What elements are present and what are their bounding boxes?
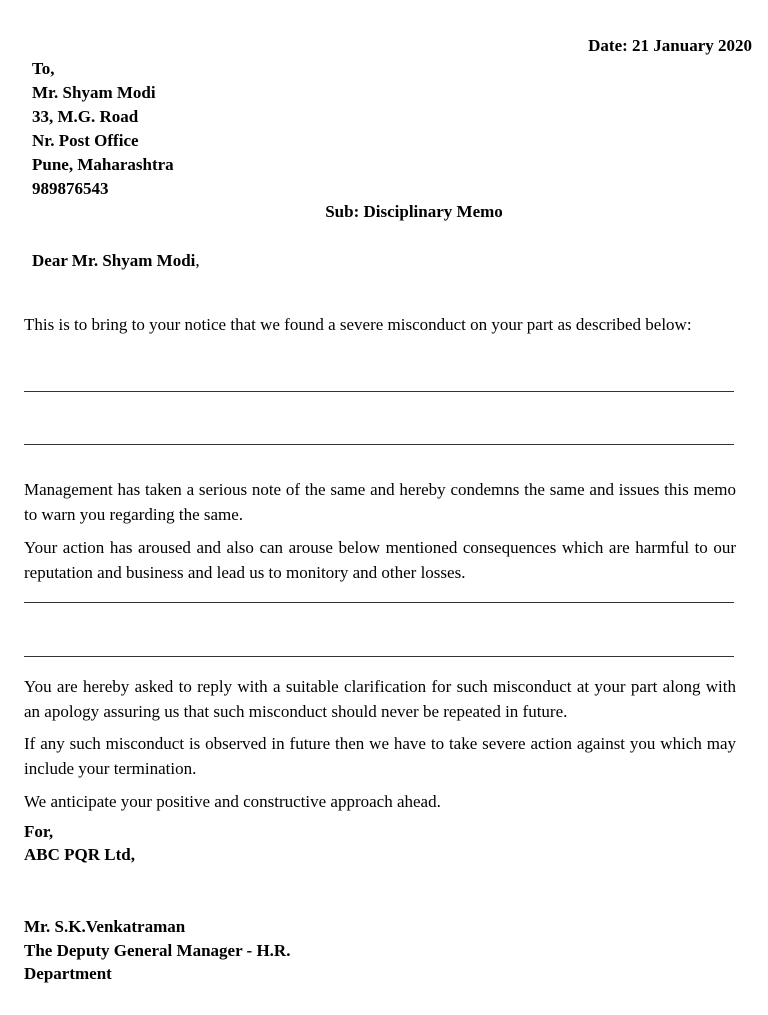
blank-fill-line: [24, 602, 734, 603]
body-paragraph-notice: This is to bring to your notice that we found a severe misconduct on your part as described below:: [24, 315, 692, 334]
recipient-address-line-2: Nr. Post Office: [32, 131, 139, 150]
memo-subject: Sub: Disciplinary Memo: [325, 202, 503, 221]
signatory-title: The Deputy General Manager - H.R.: [24, 941, 291, 960]
blank-fill-line: [24, 656, 734, 657]
signatory-department: Department: [24, 964, 112, 983]
recipient-address-line-1: 33, M.G. Road: [32, 107, 139, 126]
to-label: To,: [32, 59, 55, 78]
recipient-phone: 989876543: [32, 179, 109, 198]
blank-fill-line: [24, 391, 734, 392]
body-paragraph-warning: If any such misconduct is observed in future then we have to take severe action against you which may include your termination.: [24, 734, 736, 778]
recipient-name: Mr. Shyam Modi: [32, 83, 156, 102]
recipient-city: Pune, Maharashtra: [32, 155, 174, 174]
signatory-name: Mr. S.K.Venkatraman: [24, 917, 186, 936]
body-paragraph-anticipate: We anticipate your positive and constructive approach ahead.: [24, 792, 441, 811]
body-paragraph-clarification: You are hereby asked to reply with a suitable clarification for such misconduct at your part along with an apology assuring us that such misconduct should never be repeated in future.: [24, 677, 736, 721]
blank-fill-line: [24, 444, 734, 445]
closing-for: For,: [24, 822, 54, 841]
salutation-comma: ,: [195, 251, 200, 270]
salutation: [32, 251, 200, 271]
memo-date: Date: 21 January 2020: [588, 36, 752, 55]
closing-company: ABC PQR Ltd,: [24, 845, 135, 864]
body-paragraph-management: Management has taken a serious note of the same and hereby condemns the same and issues this memo to warn you regarding the same.: [24, 480, 736, 524]
salutation-name: Dear Mr. Shyam Modi: [32, 251, 196, 270]
body-paragraph-consequences: Your action has aroused and also can arouse below mentioned consequences which are harmful to our reputation and business and lead us to monitory and other losses.: [24, 538, 736, 582]
